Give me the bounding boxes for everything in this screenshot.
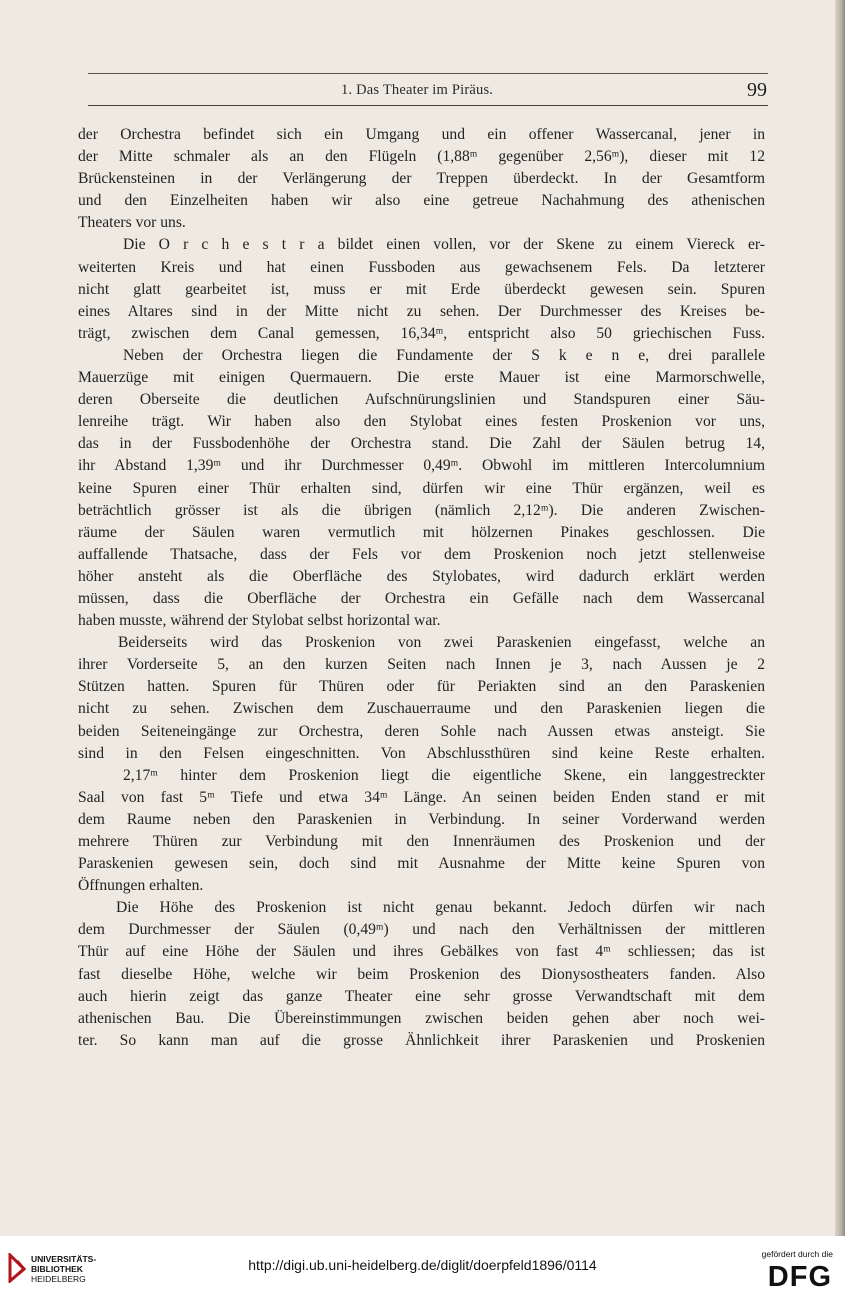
text-line: und den Einzelheiten haben wir also eine getreue Nachahmung des athenischen: [78, 192, 765, 210]
text-line: nicht glatt gearbeitet ist, muss er mit Erde überdeckt gewesen sein. Spuren: [78, 280, 765, 298]
page-number: 99: [747, 79, 767, 101]
text-line: Die O r c h e s t r a bildet einen vollen, vor der Skene zu einem Viereck er-: [123, 236, 765, 254]
text-line: ter. So kann man auf die grosse Ähnlichkeit ihrer Paraskenien und Proskenien: [78, 1031, 765, 1049]
text-line: Theaters vor uns.: [78, 214, 186, 232]
text-line: räume der Säulen waren vermutlich mit hölzernen Pinakes geschlossen. Die: [78, 523, 765, 541]
text-line: deren Oberseite die deutlichen Aufschnürungslinien und Standspuren einer Säu-: [78, 391, 765, 409]
text-line: ihrer Vorderseite 5, an den kurzen Seiten nach Innen je 3, nach Aussen je 2: [78, 656, 765, 674]
text-line: Brückensteinen in der Verlängerung der Treppen überdeckt. In der Gesamtform: [78, 170, 765, 188]
text-line: müssen, dass die Oberfläche der Orchestra ein Gefälle nach dem Wassercanal: [78, 589, 765, 607]
text-line: athenischen Bau. Die Übereinstimmungen zwischen beiden gehen aber noch wei-: [78, 1009, 765, 1027]
running-head: [0, 80, 845, 102]
running-title: 1. Das Theater im Piräus.: [341, 82, 494, 98]
text-line: Neben der Orchestra liegen die Fundamente der S k e n e, drei parallele: [123, 346, 765, 364]
logo-line: HEIDELBERG: [31, 1274, 86, 1284]
header-rule-bottom: [88, 105, 768, 106]
text-line: Saal von fast 5ᵐ Tiefe und etwa 34ᵐ Länge. An seinen beiden Enden stand er mit: [78, 788, 765, 806]
text-line: der Orchestra befindet sich ein Umgang und ein offener Wassercanal, jener in: [78, 126, 765, 143]
text-line: ihr Abstand 1,39ᵐ und ihr Durchmesser 0,49ᵐ. Obwohl im mittleren Intercolumnium: [78, 457, 765, 475]
body-text: [78, 124, 765, 1052]
text-line: weiterten Kreis und hat einen Fussboden aus gewachsenem Fels. Da letzterer: [78, 258, 765, 276]
logo-line: UNIVERSITÄTS-: [31, 1254, 97, 1264]
header-rule-top: [88, 73, 768, 74]
text-line: Die Höhe des Proskenion ist nicht genau bekannt. Jedoch dürfen wir nach: [116, 899, 765, 917]
text-line: fast dieselbe Höhe, welche wir beim Proskenion des Dionysostheaters fanden. Also: [78, 965, 765, 983]
text-line: 2,17ᵐ hinter dem Proskenion liegt die eigentliche Skene, ein langgestreckter: [123, 766, 765, 784]
text-line: Thür auf eine Höhe der Säulen und ihres Gebälkes von fast 4ᵐ schliessen; das ist: [78, 943, 765, 961]
text-line: auffallende Thatsache, dass der Fels vor dem Proskenion noch jetzt stellenweise: [78, 545, 765, 563]
text-line: Paraskenien gewesen sein, doch sind mit Ausnahme der Mitte keine Spuren von: [78, 855, 765, 873]
logo-line: BIBLIOTHEK: [31, 1264, 83, 1274]
dfg-logo: DFG: [767, 1261, 832, 1293]
text-line: der Mitte schmaler als an den Flügeln (1,88ᵐ gegenüber 2,56ᵐ), dieser mit 12: [78, 148, 765, 166]
text-line: trägt, zwischen dem Canal gemessen, 16,34ᵐ, entspricht also 50 griechischen Fuss.: [78, 324, 765, 342]
text-line: Stützen hatten. Spuren für Thüren oder für Periakten sind an den Paraskenien: [78, 678, 765, 696]
text-line: auch hierin zeigt das ganze Theater eine sehr grosse Verwandtschaft mit dem: [78, 987, 765, 1005]
text-line: eines Altares sind in der Mitte nicht zu sehen. Der Durchmesser des Kreises be-: [78, 302, 765, 320]
text-line: lenreihe trägt. Wir haben also den Stylobat eines festen Proskenion vor uns,: [78, 413, 765, 431]
text-line: beträchtlich grösser ist als die übrigen (nämlich 2,12ᵐ). Die anderen Zwischen-: [78, 501, 765, 519]
footer-bar: [0, 1236, 845, 1301]
text-line: höher ansteht als die Oberfläche des Stylobates, wird dadurch erklärt werden: [78, 567, 765, 585]
funded-by-text: gefördert durch die: [761, 1249, 833, 1259]
text-line: keine Spuren einer Thür erhalten sind, dürfen wir eine Thür ergänzen, weil es: [78, 479, 765, 497]
page-edge: [835, 0, 845, 1236]
text-line: das in der Fussbodenhöhe der Orchestra stand. Die Zahl der Säulen betrug 14,: [78, 435, 765, 453]
text-line: beiden Seiteneingänge zur Orchestra, deren Sohle nach Aussen etwas ansteigt. Sie: [78, 722, 765, 740]
text-line: dem Durchmesser der Säulen (0,49ᵐ) und nach den Verhältnissen der mittleren: [78, 921, 765, 939]
permalink-url[interactable]: http://digi.ub.uni-heidelberg.de/diglit/doerpfeld1896/0114: [248, 1257, 597, 1273]
text-line: dem Raume neben den Paraskenien in Verbindung. In seiner Vorderwand werden: [78, 810, 765, 828]
text-line: mehrere Thüren zur Verbindung mit den Innenräumen des Proskenion und der: [78, 833, 765, 850]
text-line: haben musste, während der Stylobat selbst horizontal war.: [78, 612, 441, 630]
text-line: sind in den Felsen eingeschnitten. Von Abschlussthüren sind keine Reste erhalten.: [78, 744, 765, 762]
text-line: Öffnungen erhalten.: [78, 877, 204, 895]
text-line: Beiderseits wird das Proskenion von zwei Paraskenien eingefasst, welche an: [118, 634, 765, 652]
text-line: Mauerzüge mit einigen Quermauern. Die erste Mauer ist eine Marmorschwelle,: [78, 369, 765, 387]
text-line: nicht zu sehen. Zwischen dem Zuschauerraume und den Paraskenien liegen die: [78, 700, 765, 718]
